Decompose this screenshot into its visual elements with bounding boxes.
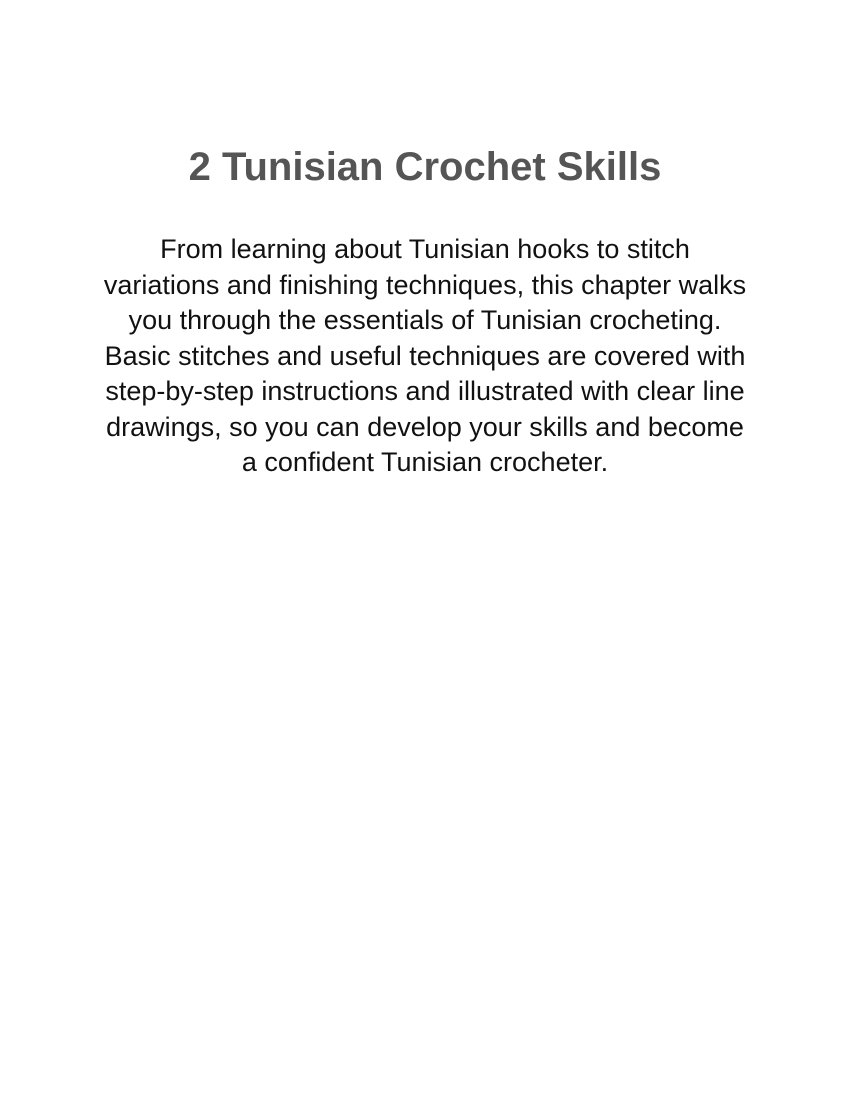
chapter-title: 2 Tunisian Crochet Skills — [188, 145, 662, 189]
chapter-intro-paragraph: From learning about Tunisian hooks to stitch variations and finishing techniques, this chapter walks you through the essentials of Tunisian crocheting. Basic stitches and useful techniques are covered with step-by-step instructions and illustrated with clear line drawings, so you can develop your skills and become a confident Tunisian crocheter. — [103, 234, 747, 477]
